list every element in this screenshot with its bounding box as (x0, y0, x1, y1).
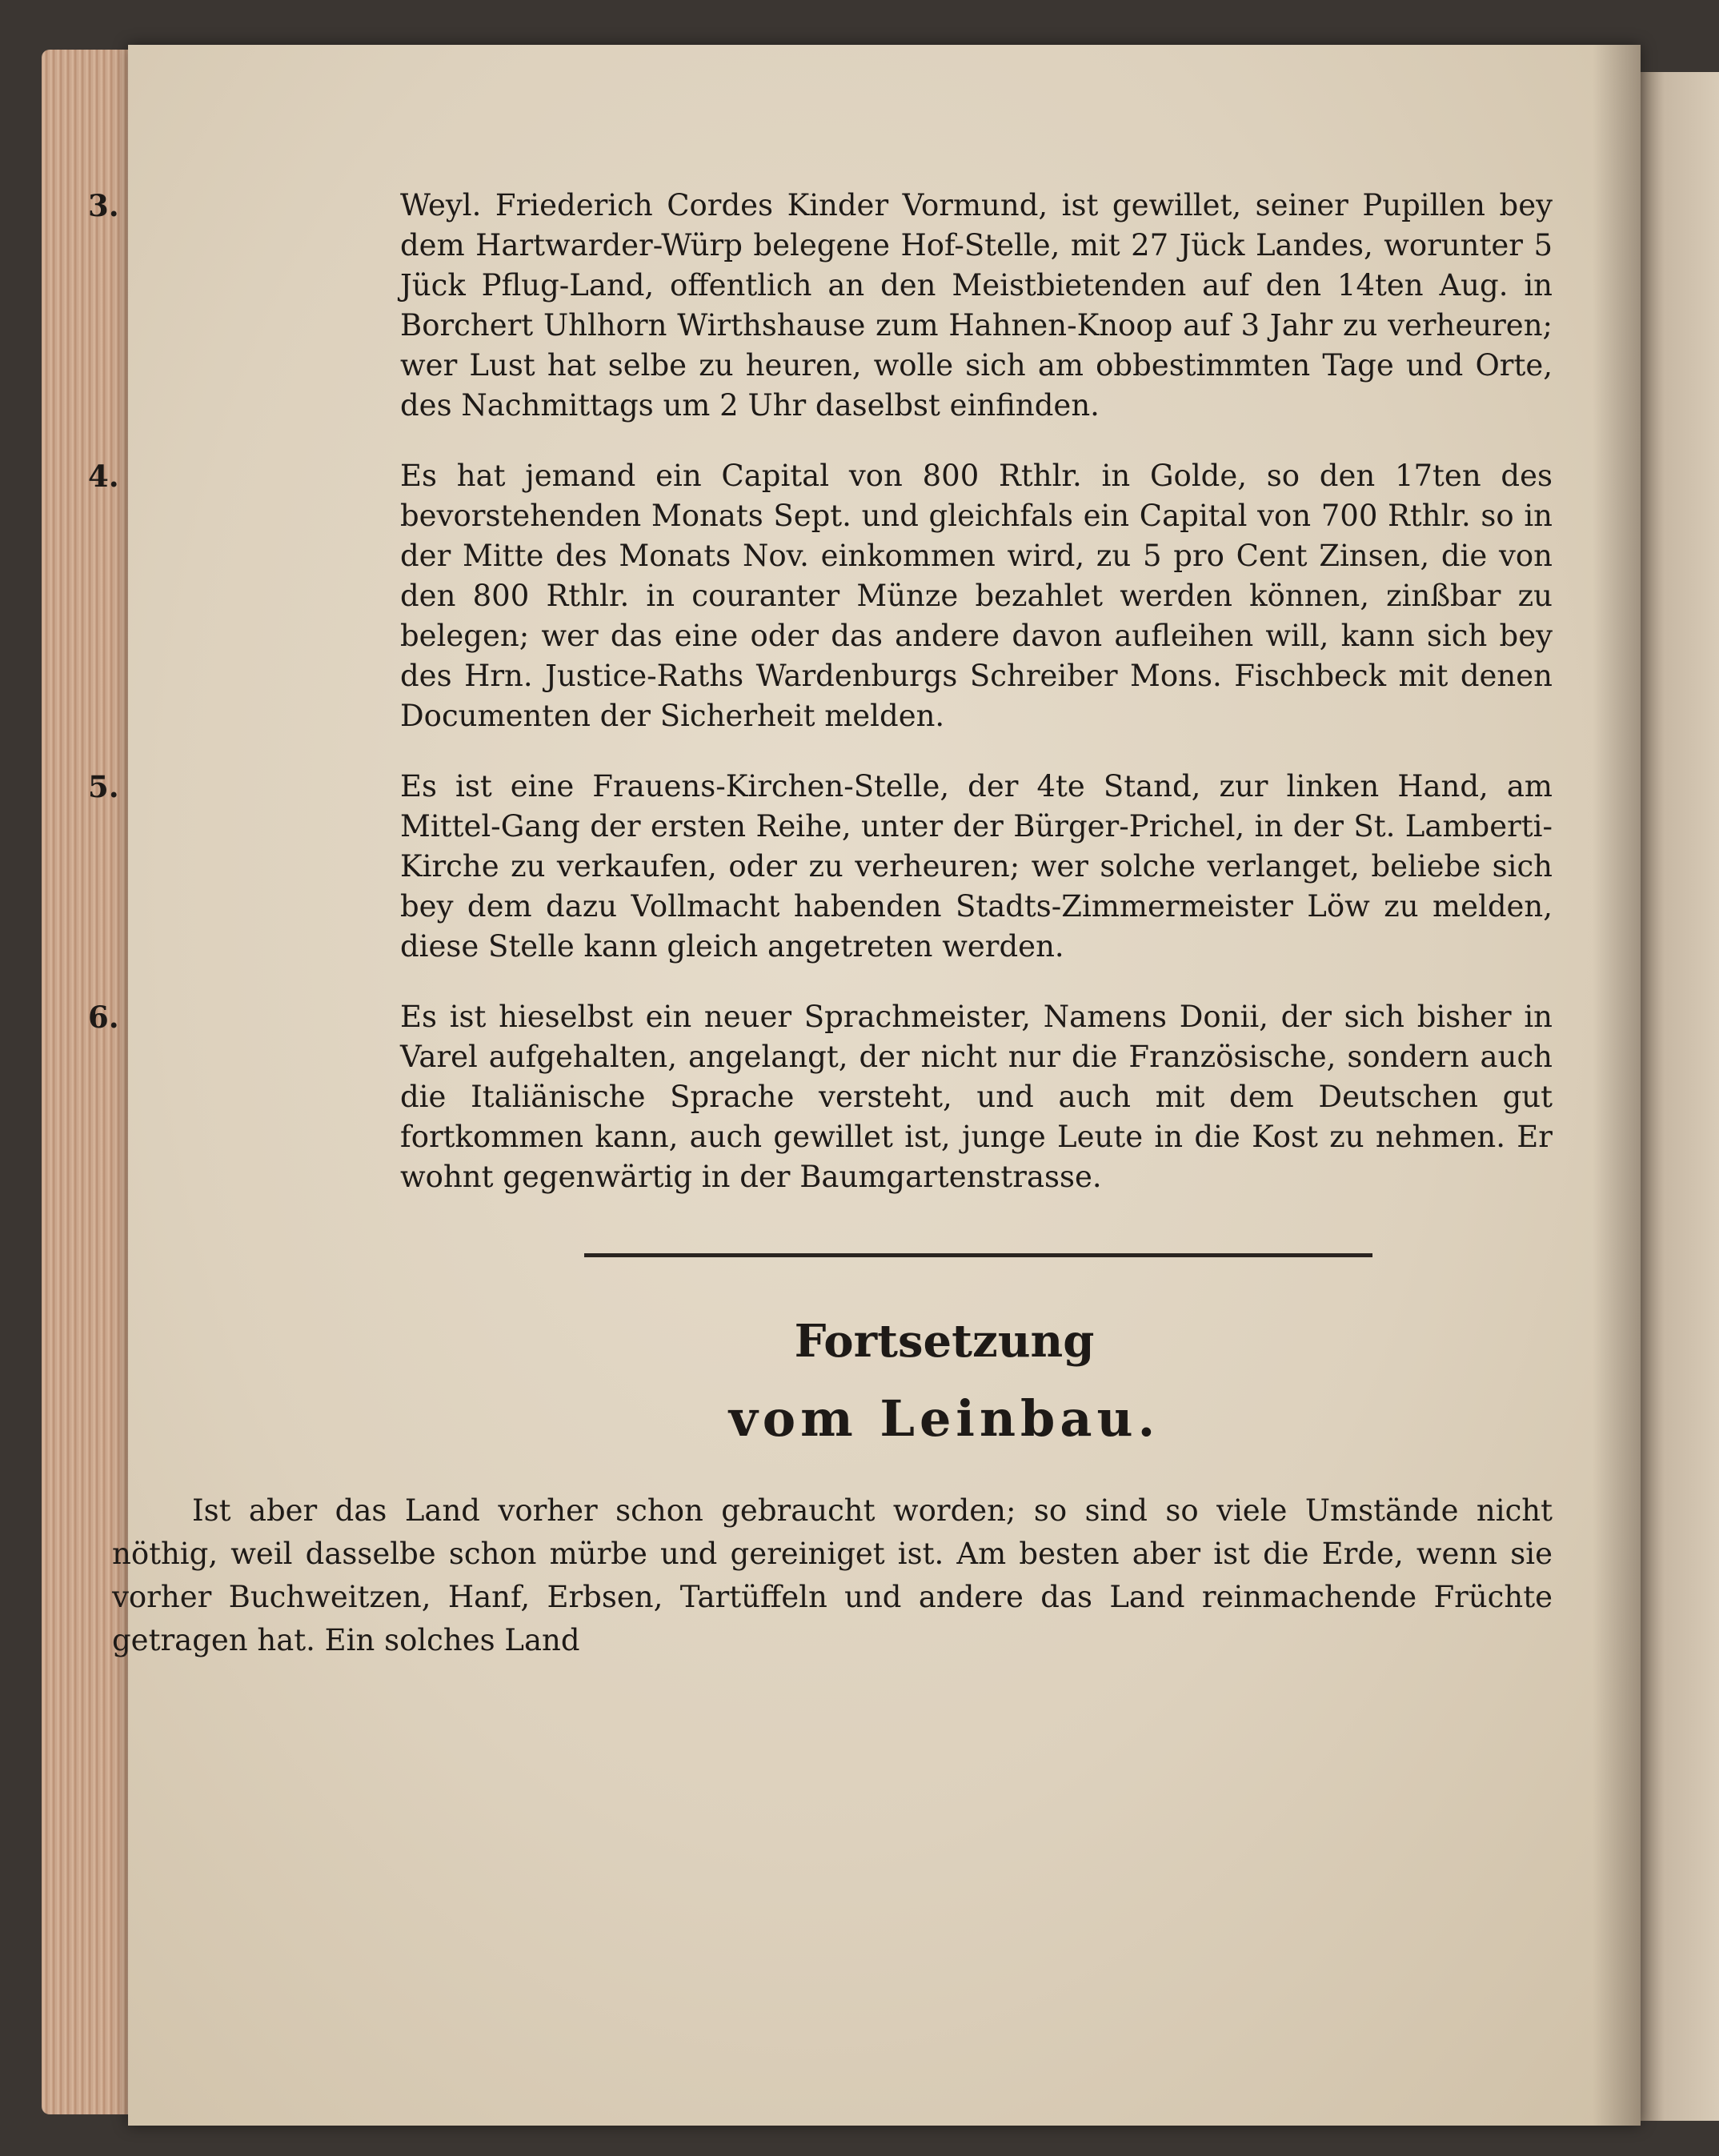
announcement-text: Es hat jemand ein Capital von 800 Rthlr. in Golde, so den 17ten des bevorstehenden Monats Sept. und gleichfals ein Capital von 700 Rthlr. so in der Mitte des Monats Nov. einkommen wird, zu 5 pro Cent Zinsen, die von den 800 Rthlr. in couranter Münze bezahlet werden können, zinßbar zu belegen; wer das eine oder das andere davon aufleihen will, kann sich bey des Hrn. Justice-Raths Wardenburgs Schreiber Mons. Fischbeck mit denen Documenten der Sicherheit melden. (400, 459, 1553, 733)
announcement-number: 4. (88, 459, 119, 494)
announcement-6 (88, 997, 1553, 1197)
gutter-shadow (1593, 45, 1641, 2126)
announcement-text: Es ist hieselbst ein neuer Sprachmeister, Namens Donii, der sich bisher in Varel aufgehalten, angelangt, der nicht nur die Französische, sondern auch die Italiänische Sprache versteht, und auch mit dem Deutschen gut fortkommen kann, auch gewillet ist, junge Leute in die Kost zu nehmen. Er wohnt gegenwärtig in der Baumgartenstrasse. (400, 1000, 1553, 1194)
announcement-text: Es ist eine Frauens-Kirchen-Stelle, der 4te Stand, zur linken Hand, am Mittel-Gang der ersten Reihe, unter der Bürger-Prichel, in der St. Lamberti-Kirche zu verkaufen, oder zu verheuren; wer solche verlanget, beliebe sich bey dem dazu Vollmacht habenden Stadts-Zimmermeister Löw zu melden, diese Stelle kann gleich angetreten werden. (400, 769, 1553, 964)
page-content (88, 186, 1553, 1662)
section-body: Ist aber das Land vorher schon gebraucht worden; so sind so viele Umstände nicht nöthig, weil dasselbe schon mürbe und gereiniget ist. Am besten aber ist die Erde, wenn sie vorher Buchweitzen, Hanf, Erbsen, Tartüffeln und andere das Land reinmachende Früchte getragen hat. Ein solches Land (112, 1493, 1553, 1657)
section-divider (584, 1253, 1372, 1257)
announcement-list (88, 186, 1553, 1197)
announcement-number: 5. (88, 769, 119, 804)
facing-page-edge (1641, 72, 1719, 2121)
section-subheading: vom Leinbau. (728, 1389, 1160, 1448)
announcement-text: Weyl. Friederich Cordes Kinder Vormund, ist gewillet, seiner Pupillen bey dem Hartwarder-Würp belegene Hof-Stelle, mit 27 Jück Landes, worunter 5 Jück Pflug-Land, offentlich an den Meistbietenden auf den 14ten Aug. in Borchert Uhlhorn Wirthshause zum Hahnen-Knoop auf 3 Jahr zu verheuren; wer Lust hat selbe zu heuren, wolle sich am obbestimmten Tage und Orte, des Nachmittags um 2 Uhr daselbst einfinden. (400, 188, 1553, 423)
announcement-number: 6. (88, 1000, 119, 1035)
announcement-number: 3. (88, 188, 119, 223)
section-heading: Fortsetzung (794, 1315, 1095, 1368)
announcement-4 (88, 456, 1553, 736)
announcement-3 (88, 186, 1553, 426)
announcement-5 (88, 767, 1553, 967)
